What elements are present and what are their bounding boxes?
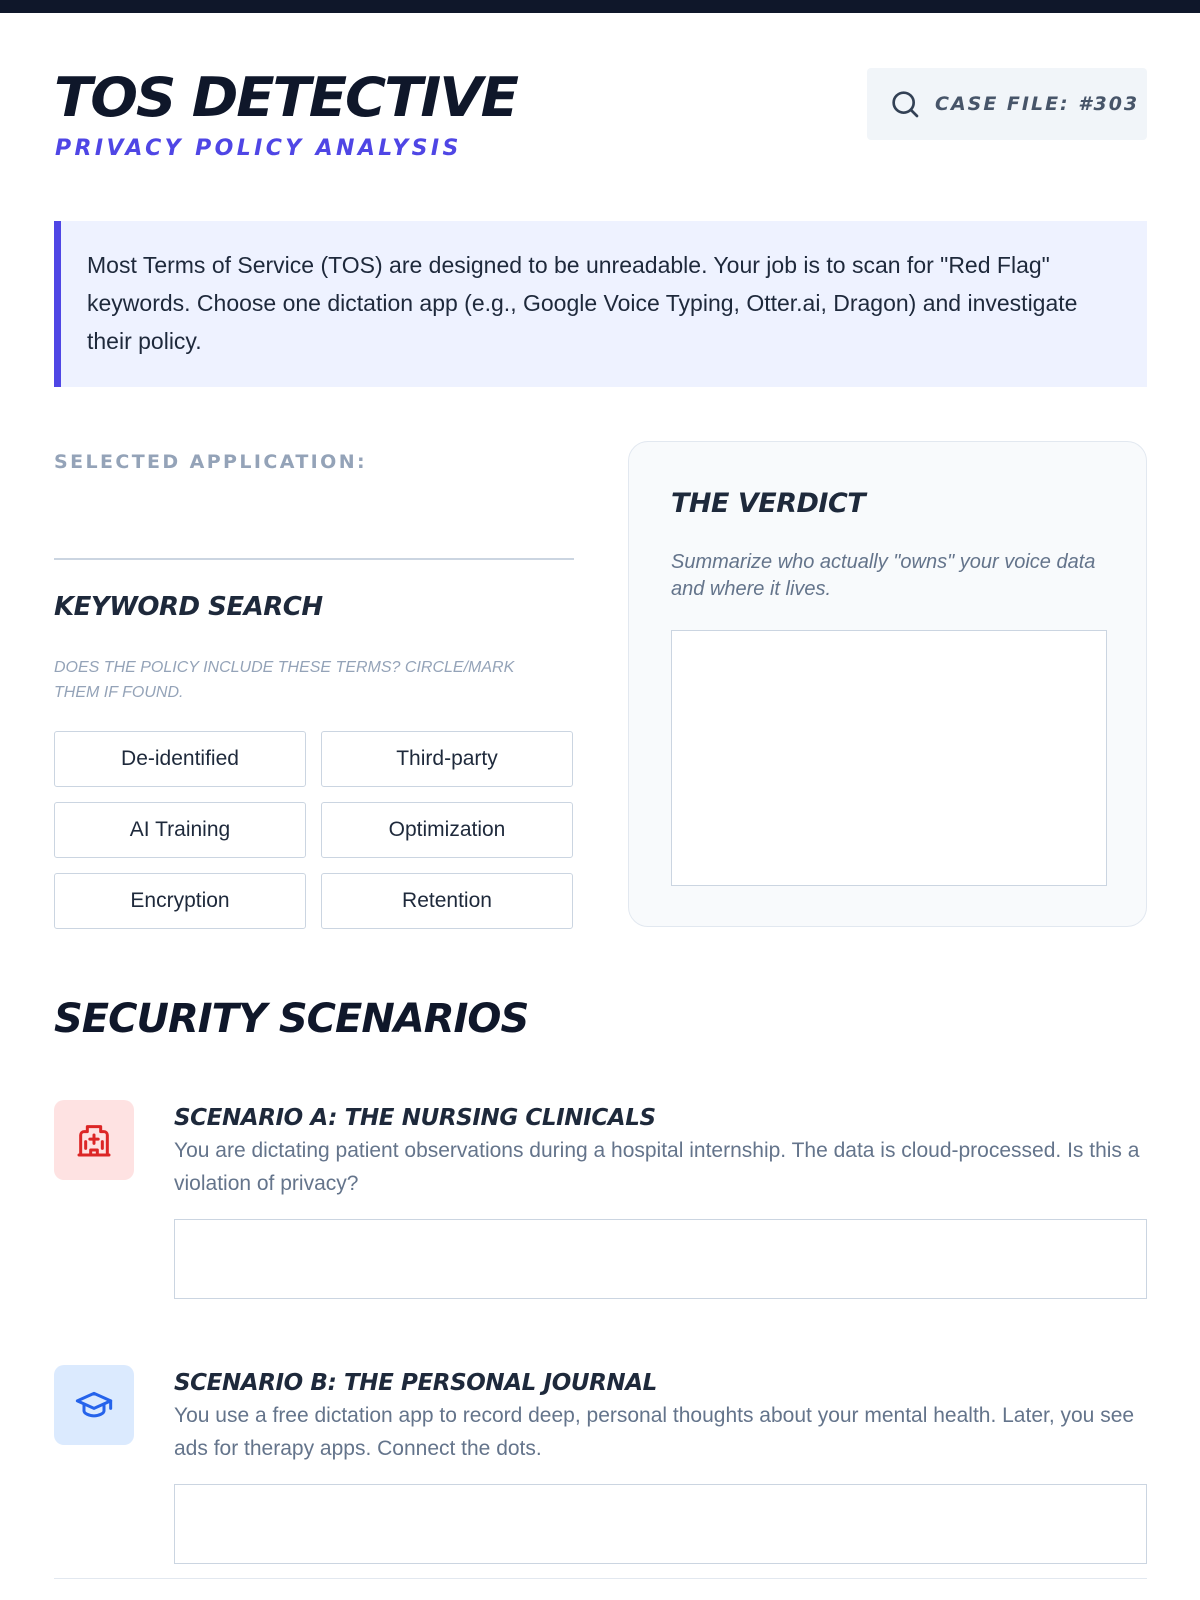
scenario-b-answer-box[interactable] [174, 1484, 1147, 1564]
scenario-b-description: You use a free dictation app to record deep, personal thoughts about your mental health. Later, you see ads for therapy apps. Connect the dots. [174, 1404, 1135, 1460]
selected-application-field[interactable] [54, 558, 574, 560]
case-file-badge [867, 68, 1147, 140]
scenario-b-title: SCENARIO B: THE PERSONAL JOURNAL [174, 1370, 657, 1396]
keyword-ai-training[interactable]: AI Training [54, 802, 306, 858]
search-icon [889, 88, 921, 120]
graduation-cap-icon [74, 1385, 114, 1425]
intro-text: Most Terms of Service (TOS) are designed to be unreadable. Your job is to scan for "Red Flag" keywords. Choose one dictation app (e.g., Google Voice Typing, Otter.ai, Dragon) and investigate their policy. [87, 252, 1078, 354]
top-bar [0, 0, 1200, 13]
verdict-hint: Summarize who actually "owns" your voice data and where it lives. [671, 551, 1096, 600]
keyword-retention[interactable]: Retention [321, 873, 573, 929]
selected-application-label: SELECTED APPLICATION: [54, 451, 368, 473]
scenario-a-title: SCENARIO A: THE NURSING CLINICALS [174, 1105, 656, 1131]
case-file-label: CASE FILE: #303 [935, 93, 1140, 115]
page-title: TOS DETECTIVE [54, 66, 517, 129]
keyword-search-title: KEYWORD SEARCH [54, 592, 323, 622]
security-scenarios-title: SECURITY SCENARIOS [54, 996, 529, 1042]
keyword-third-party[interactable]: Third-party [321, 731, 573, 787]
keyword-grid [54, 731, 574, 929]
verdict-title: THE VERDICT [671, 488, 866, 519]
divider [54, 1578, 1147, 1579]
scenario-a-answer-box[interactable] [174, 1219, 1147, 1299]
scenario-a-icon-tile [54, 1100, 134, 1180]
hospital-icon [74, 1120, 114, 1160]
verdict-card [628, 441, 1147, 927]
page-subtitle: PRIVACY POLICY ANALYSIS [55, 136, 462, 161]
verdict-answer-box[interactable] [671, 630, 1107, 886]
keyword-optimization[interactable]: Optimization [321, 802, 573, 858]
keyword-encryption[interactable]: Encryption [54, 873, 306, 929]
intro-callout [54, 221, 1147, 387]
scenario-a-description: You are dictating patient observations during a hospital internship. The data is cloud-processed. Is this a violation of privacy? [174, 1139, 1140, 1195]
keyword-search-hint: DOES THE POLICY INCLUDE THESE TERMS? CIRCLE/MARK THEM IF FOUND. [54, 659, 515, 701]
scenario-b-icon-tile [54, 1365, 134, 1445]
keyword-de-identified[interactable]: De-identified [54, 731, 306, 787]
